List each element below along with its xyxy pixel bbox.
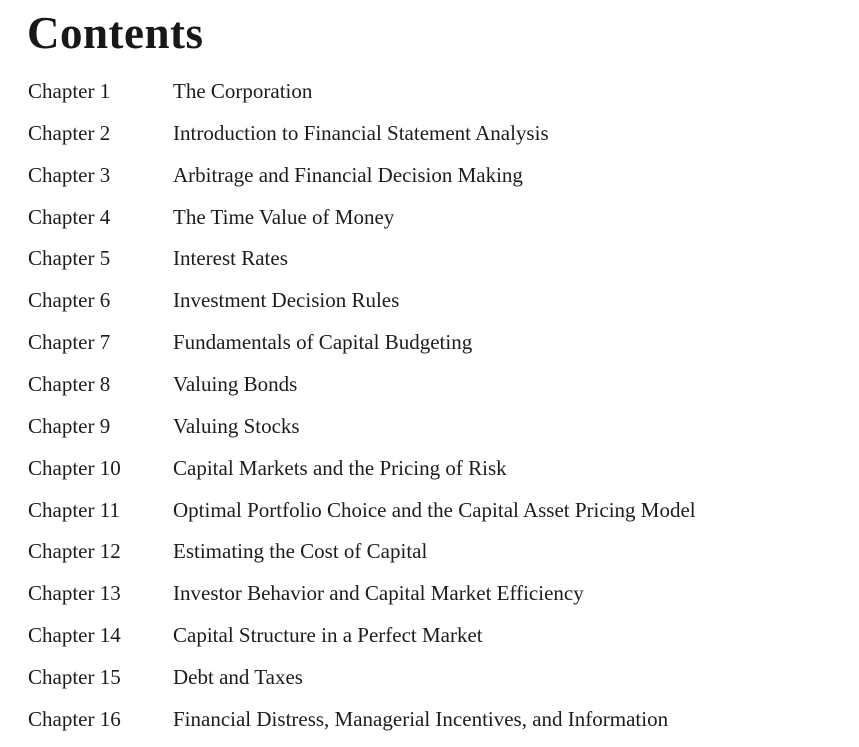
chapter-title: Introduction to Financial Statement Analysis — [173, 120, 549, 145]
chapter-title: Debt and Taxes — [173, 665, 303, 690]
chapter-label: Chapter 9 — [28, 413, 111, 438]
chapter-label: Chapter 2 — [28, 120, 111, 145]
chapter-title: The Time Value of Money — [173, 204, 395, 229]
chapter-label: Chapter 16 — [28, 706, 121, 731]
chapter-row — [28, 113, 849, 155]
chapter-label: Chapter 4 — [28, 204, 111, 229]
chapter-title: Investment Decision Rules — [173, 288, 400, 313]
chapter-label: Chapter 11 — [28, 497, 120, 522]
chapter-row — [28, 531, 849, 573]
chapter-title: Optimal Portfolio Choice and the Capital Asset Pricing Model — [173, 497, 696, 522]
chapter-row — [28, 364, 849, 406]
chapter-label: Chapter 8 — [28, 372, 111, 397]
chapter-row — [28, 573, 849, 615]
chapter-row — [28, 322, 849, 364]
chapter-title: Arbitrage and Financial Decision Making — [173, 162, 523, 187]
chapter-title: Valuing Stocks — [173, 413, 300, 438]
chapter-label: Chapter 15 — [28, 665, 121, 690]
chapter-title: Interest Rates — [173, 246, 288, 271]
chapter-row — [28, 490, 849, 532]
page-title: Contents — [27, 8, 204, 58]
chapter-title: Capital Structure in a Perfect Market — [173, 623, 483, 648]
chapter-label: Chapter 3 — [28, 162, 111, 187]
chapter-title: Fundamentals of Capital Budgeting — [173, 330, 473, 355]
chapter-title: Capital Markets and the Pricing of Risk — [173, 455, 507, 480]
chapter-row — [28, 71, 849, 113]
chapter-title: The Corporation — [173, 79, 313, 103]
chapter-row — [28, 699, 849, 741]
chapter-label: Chapter 6 — [28, 288, 111, 313]
chapter-row — [28, 615, 849, 657]
chapter-label: Chapter 12 — [28, 539, 121, 564]
chapter-row — [28, 406, 849, 448]
chapter-title: Financial Distress, Managerial Incentives, and Information — [173, 706, 669, 731]
chapter-label: Chapter 1 — [28, 79, 111, 103]
chapter-row — [28, 197, 849, 239]
chapter-label: Chapter 5 — [28, 246, 111, 271]
chapter-label: Chapter 10 — [28, 455, 121, 480]
chapter-list — [28, 71, 849, 741]
chapter-row — [28, 280, 849, 322]
chapter-title: Investor Behavior and Capital Market Efficiency — [173, 581, 584, 606]
chapter-row — [28, 155, 849, 197]
chapter-title: Estimating the Cost of Capital — [173, 539, 428, 564]
chapter-row — [28, 448, 849, 490]
chapter-label: Chapter 13 — [28, 581, 121, 606]
chapter-label: Chapter 7 — [28, 330, 111, 355]
chapter-label: Chapter 14 — [28, 623, 121, 648]
chapter-row — [28, 238, 849, 280]
chapter-row — [28, 657, 849, 699]
chapter-title: Valuing Bonds — [173, 372, 298, 397]
